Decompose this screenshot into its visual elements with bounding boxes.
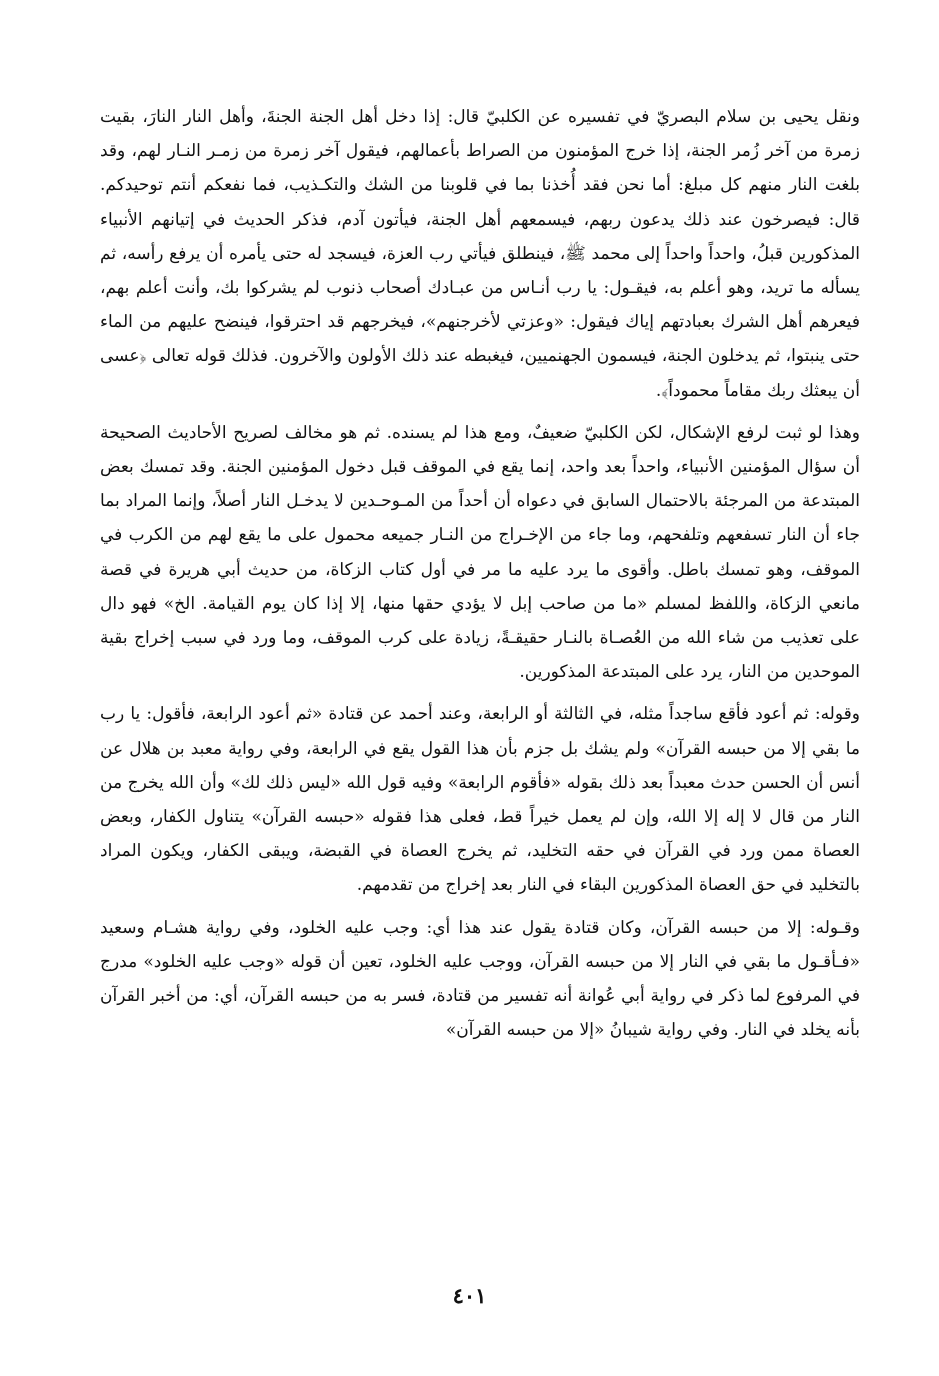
page-number: ٤٠١ [452,1283,487,1308]
paragraph: وقـوله: إلا من حبسه القرآن، وكان قتادة يقول عند هذا أي: وجب عليه الخلود، وفي رواية هشـام وسعيد «فـأقـول ما بقي في النار إلا من حبسه القرآن، ووجب عليه الخلود، تعين أن قوله «وجب عليه الخلود» مدرج في المرفوع لما ذكر في رواية أبي عُوانة أنه تفسير من قتادة، فسر به من حبسه القرآن، أي: من أخبر القرآن بأنه يخلد في النار. وفي رواية شيبانُ «إلا من حبسه القرآن» [100,917,860,1041]
paragraph: وهذا لو ثبت لرفع الإشكال، لكن الكلبيّ ضعيفٌ، ومع هذا لم يسنده. ثم هو مخالف لصريح الأحاديث الصحيحة أن سؤال المؤمنين الأنبياء، واحداً بعد واحد، إنما يقع في الموقف قبل دخول المؤمنين الجنة. وقد تمسك بعض المبتدعة من المرجئة بالاحتمال السابق في دعواه أن أحداً من المـوحـدين لا يدخـل النار أصلاً، وإنما المراد بما جاء أن النار تسفعهم وتلفحهم، وما جاء من الإخـراج من النـار جميعه محمول على ما يقع لهم من الكرب في الموقف، وهو تمسك باطل. وأقوى ما يرد عليه ما مر في أول كتاب الزكاة، من حديث أبي هريرة في قصة مانعي الزكاة، واللفظ لمسلم «ما من صاحب إبل لا يؤدي حقها منها، إلا إذا كان يوم القيامة. الخ» فهو دال على تعذيب من شاء الله من العُصـاة بالنـار حقيقـةً، زيادة على كرب الموقف، وما ورد في سبب إخراج بقية الموحدين من النار، يرد على المبتدعة المذكورين. [100,422,860,683]
body-text [100,100,860,1055]
paragraph: ونقل يحيى بن سلام البصريّ في تفسيره عن الكلبيّ قال: إذا دخل أهل الجنة الجنةَ، وأهل النار النارَ، بقيت زمرة من آخر زُمر الجنة، إذا خرج المؤمنون من الصراط بأعمالهم، فيقول آخر زمرة من زمـر النـار لهم، وقد بلغت النار منهم كل مبلغ: أما نحن فقد أُخذنا بما في قلوبنا من الشك والتكـذيب، فما نفعكم أنتم توحيدكم. قال: فيصرخون عند ذلك يدعون ربهم، فيسمعهم أهل الجنة، فيأتون آدم، فذكر الحديث في إتيانهم الأنبياء المذكورين قبلُ، واحداً واحداً إلى محمد ﷺ، فينطلق فيأتي رب العزة، فيسجد له حتى يأمره أن يرفع رأسه، ثم يسأله ما تريد، وهو أعلم به، فيقـول: يا رب أنـاس من عبـادك أصحاب ذنوب لم يشركوا بك، وأنت أعلم بهم، فيعرهم أهل الشرك بعبادتهم إياك فيقول: «وعزتي لأخرجنهم»، فيخرجهم قد احترقوا، فينضح عليهم من الماء حتى ينبتوا، ثم يدخلون الجنة، فيسمون الجهنميين، فيغبطه عند ذلك الأولون والآخرون. فذلك قوله تعالى ﴿عسى أن يبعثك ربك مقاماً محموداً﴾. [100,107,860,401]
paragraph: وقوله: ثم أعود فأقع ساجداً مثله، في الثالثة أو الرابعة، وعند أحمد عن قتادة «ثم أعود الرابعة، فأقول: يا رب ما بقي إلا من حبسه القرآن» ولم يشك بل جزم بأن هذا القول يقع في الرابعة، وفي رواية معبد بن هلال عن أنس أن الحسن حدث معبداً بعد ذلك بقوله «فأقوم الرابعة» وفيه قول الله «ليس ذلك لك» وأن الله يخرج من النار من قال لا إله إلا الله، وإن لم يعمل خيراً قط، فعلى هذا فقوله «حبسه القرآن» يتناول الكفار، وبعض العصاة ممن ورد في القرآن في حقه التخليد، ثم يخرج العصاة في القبضة، ويبقى الكفار، ويكون المراد بالتخليد في حق العصاة المذكورين البقاء في النار بعد إخراج من تقدمهم. [100,704,861,896]
